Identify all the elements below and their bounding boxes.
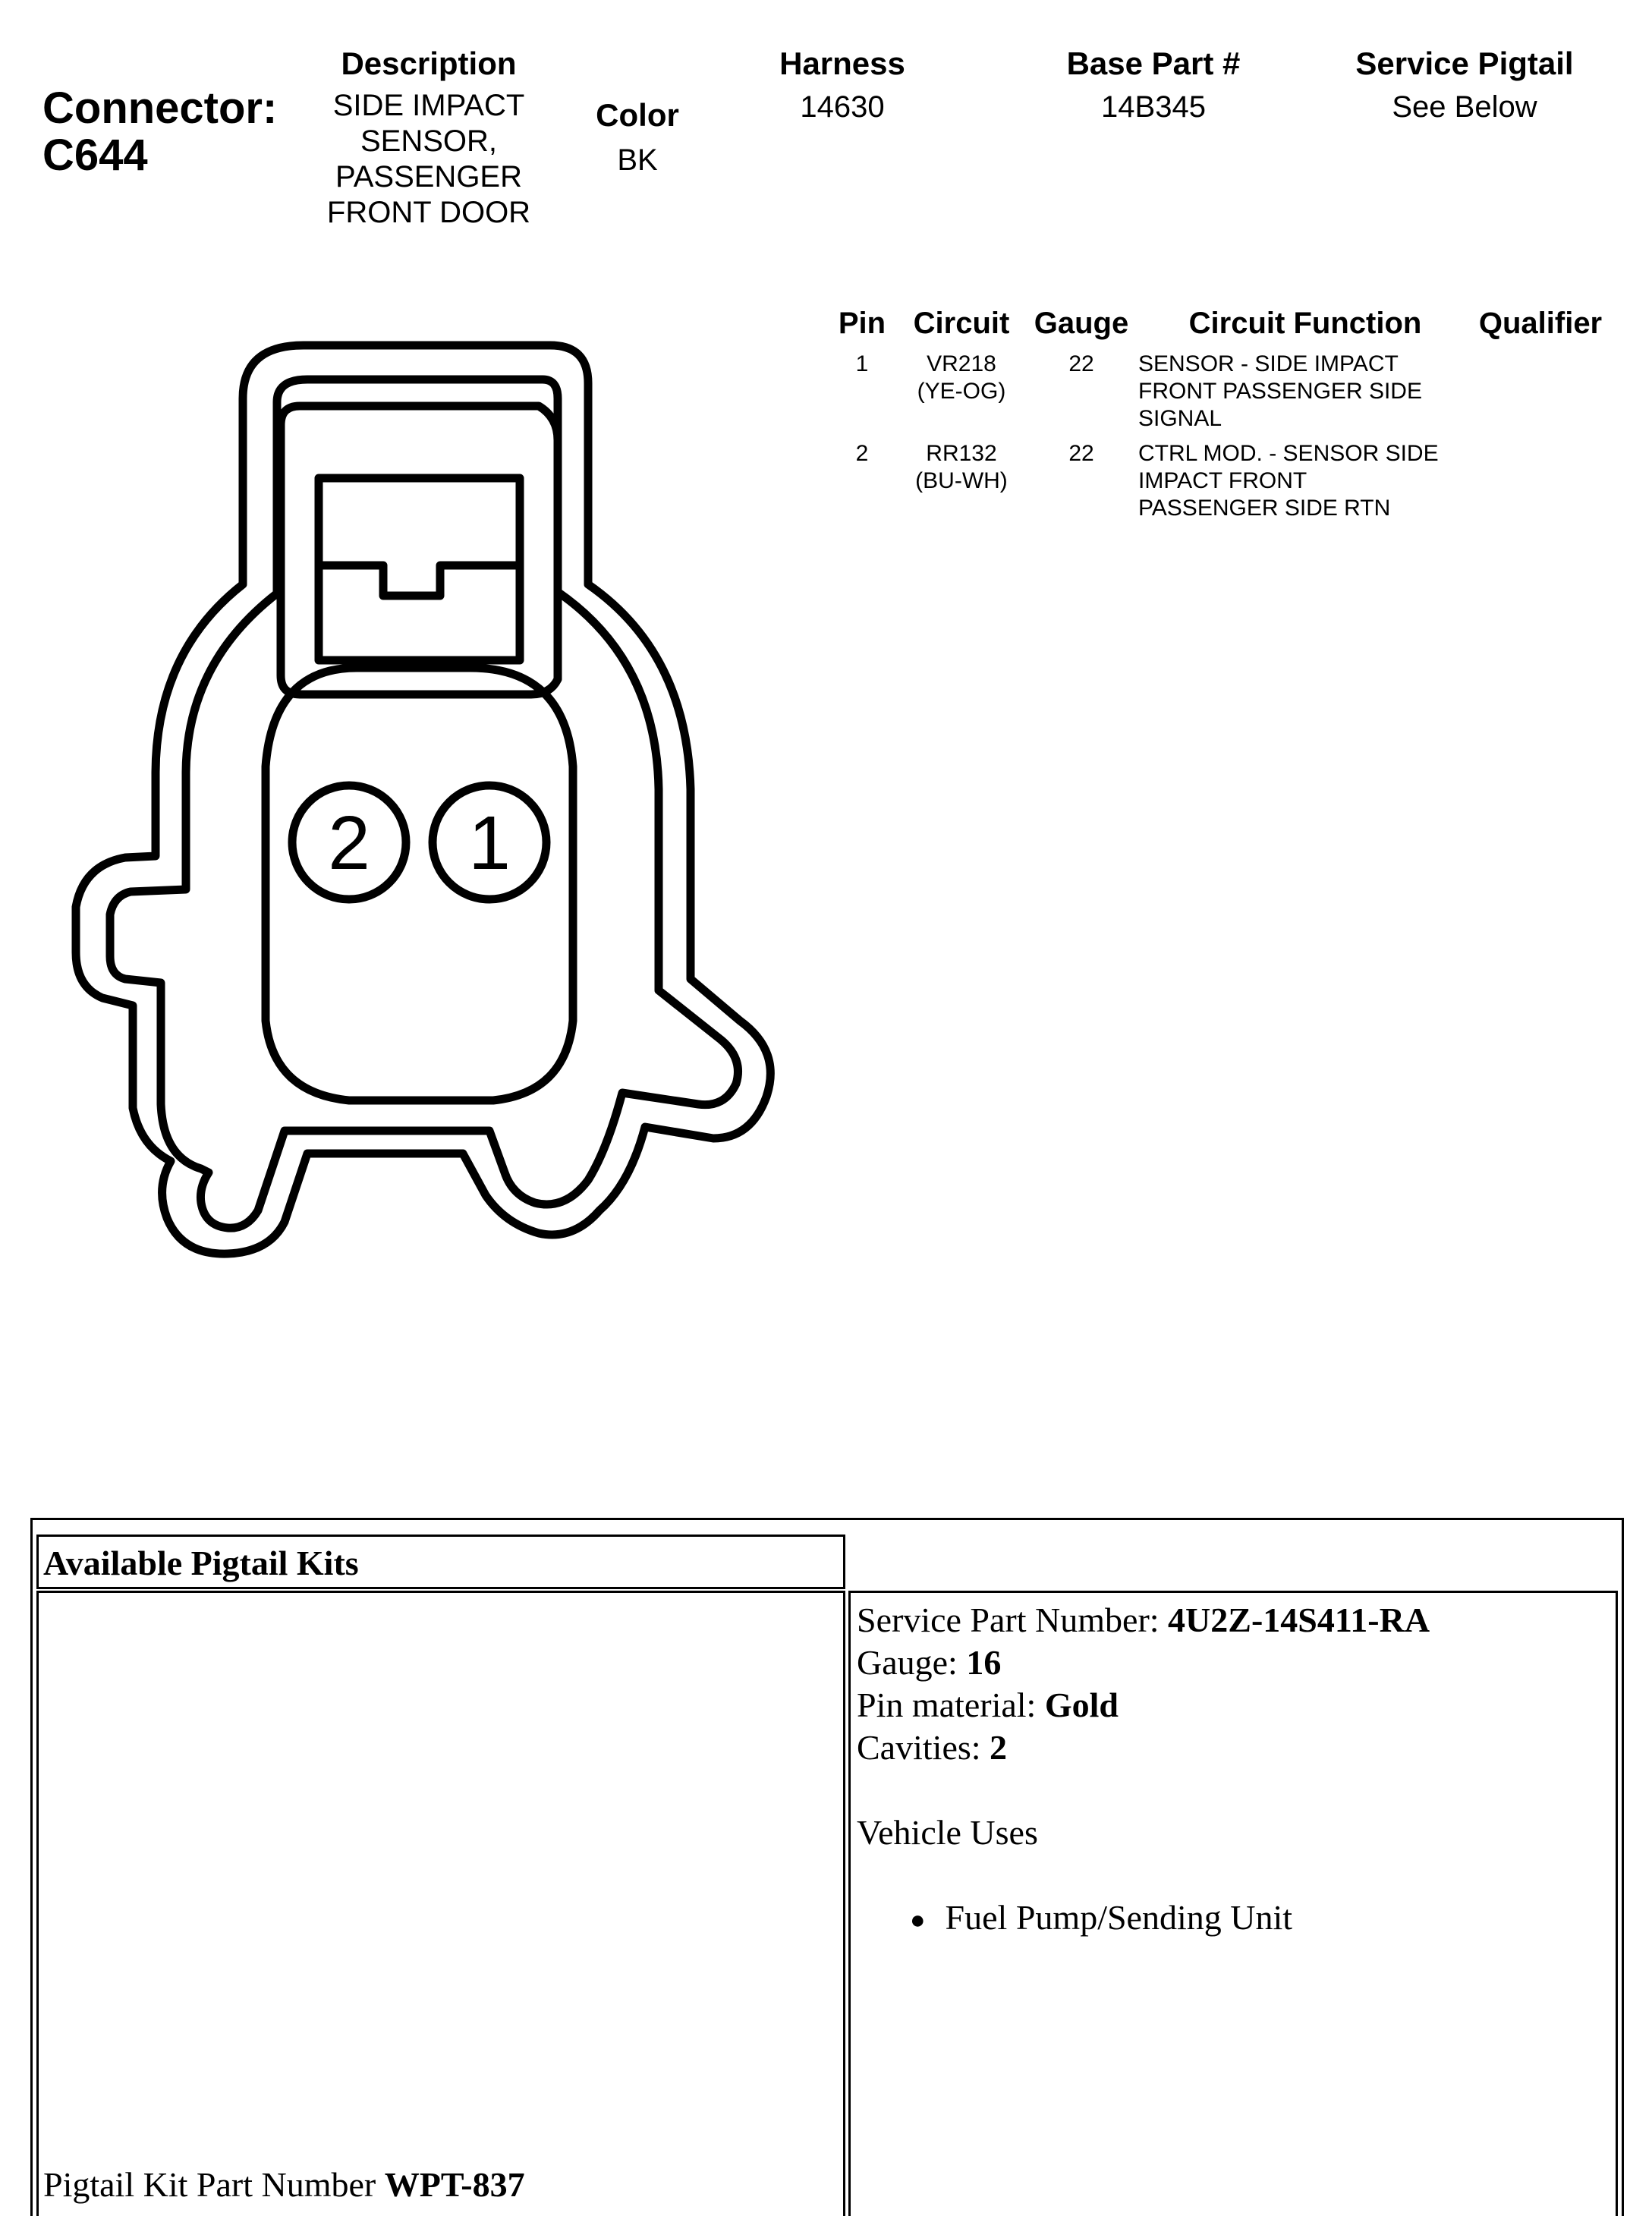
circuit-color: (BU-WH) [915, 468, 1008, 493]
circuit-col-header: Circuit [913, 307, 1010, 340]
function-line: PASSENGER SIDE RTN [1138, 496, 1391, 521]
kit-part-value: WPT-837 [384, 2165, 525, 2204]
circuit-cell [900, 440, 1023, 495]
description-line: SIDE IMPACT [332, 89, 525, 122]
cavities-value: 2 [990, 1728, 1008, 1767]
gauge-cell: 22 [1068, 351, 1094, 376]
gauge-cell: 22 [1068, 441, 1094, 466]
harness-header: Harness [779, 46, 905, 81]
pigtail-left-cell [36, 1591, 845, 2216]
list-item [910, 1897, 1430, 1942]
pigtail-title: Available Pigtail Kits [43, 1544, 359, 1582]
gauge-label: Gauge: [857, 1643, 967, 1682]
service-pigtail-value: See Below [1392, 90, 1537, 124]
function-line: SIGNAL [1138, 406, 1222, 431]
function-line: IMPACT FRONT [1138, 468, 1307, 493]
pin-number: 2 [855, 441, 869, 466]
function-line: SENSOR - SIDE IMPACT [1138, 351, 1399, 376]
kit-part-label: Pigtail Kit Part Number [43, 2165, 385, 2204]
pigtail-right-cell [848, 1591, 1618, 2216]
pin-material-line [857, 1684, 1430, 1727]
cavities-label: Cavities: [857, 1728, 990, 1767]
bullet-icon: ● [910, 1906, 926, 1935]
vehicle-uses-heading: Vehicle Uses [857, 1813, 1038, 1852]
pigtail-title-cell [36, 1535, 845, 1589]
pin-1-label: 1 [468, 801, 511, 886]
kit-part-number [43, 2164, 525, 2206]
latch-notch [319, 565, 520, 596]
circuit-color: (YE-OG) [917, 379, 1006, 404]
circuit-id: RR132 [926, 441, 997, 466]
pin-2-label: 2 [328, 801, 370, 886]
color-header: Color [596, 97, 679, 133]
service-part-number [857, 1599, 1430, 1642]
gauge-col-header: Gauge [1034, 307, 1129, 340]
pin-material-label: Pin material: [857, 1686, 1045, 1724]
function-col-header: Circuit Function [1188, 307, 1422, 340]
description-header: Description [341, 46, 517, 81]
qualifier-col-header: Qualifier [1478, 307, 1603, 340]
function-line: CTRL MOD. - SENSOR SIDE [1138, 441, 1439, 466]
connector-id: C644 [42, 131, 148, 180]
description-line: FRONT DOOR [326, 196, 531, 229]
description-line: PASSENGER [335, 160, 522, 194]
base-part-header: Base Part # [1066, 46, 1241, 81]
connector-face-diagram [0, 0, 835, 1336]
connector-label-text: Connector: [42, 83, 278, 133]
pin-col-header: Pin [838, 307, 886, 340]
color-value: BK [617, 143, 658, 177]
circuit-cell [900, 351, 1023, 405]
cavities-line [857, 1727, 1430, 1769]
harness-value: 14630 [800, 90, 885, 124]
service-pigtail-header: Service Pigtail [1355, 46, 1574, 81]
service-part-details [857, 1599, 1430, 1942]
gauge-value: 16 [966, 1643, 1002, 1682]
service-part-value: 4U2Z-14S411-RA [1168, 1601, 1430, 1639]
function-cell [1138, 440, 1465, 522]
circuit-id: VR218 [927, 351, 996, 376]
service-part-label: Service Part Number: [857, 1601, 1169, 1639]
vehicle-uses-list [857, 1897, 1430, 1942]
function-cell [1138, 351, 1465, 433]
pin-material-value: Gold [1044, 1686, 1119, 1724]
gauge-line [857, 1642, 1430, 1684]
function-line: FRONT PASSENGER SIDE [1138, 379, 1422, 404]
base-part-value: 14B345 [1101, 90, 1206, 124]
description-line: SENSOR, [360, 124, 498, 158]
vehicle-use-label: Fuel Pump/Sending Unit [945, 1898, 1293, 1937]
pin-number: 1 [855, 351, 869, 376]
